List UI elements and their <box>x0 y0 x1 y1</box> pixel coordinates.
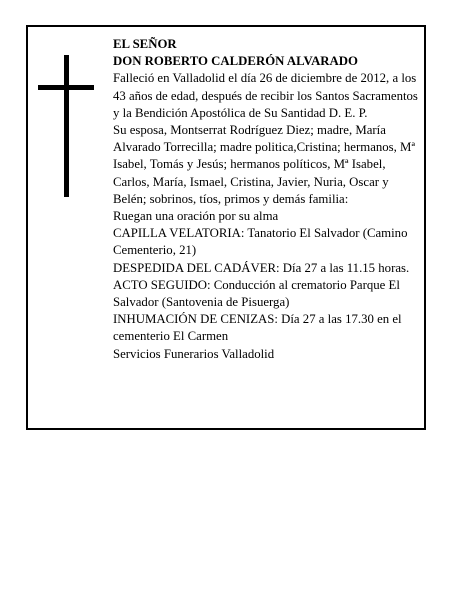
cross-vertical-bar <box>64 55 69 197</box>
obituary-title: EL SEÑOR <box>113 37 177 51</box>
prayer-request: Ruegan una oración por su alma <box>113 209 279 224</box>
deceased-name: DON ROBERTO CALDERÓN ALVARADO <box>113 54 358 69</box>
cross-horizontal-bar <box>38 85 94 90</box>
family-paragraph: Su esposa, Montserrat Rodríguez Diez; madre, María Alvarado Torrecilla; madre politica,Cristina; hermanos, Mª Isabel, Tomás y Jesús; hermanos políticos, Mª Isabel, Carlos, María, Ismael, Cristina, Javier, Nuria, Oscar y Belén; sobrinos, tíos, primos y demás familia: <box>113 123 415 206</box>
funeral-service-name: Servicios Funerarios Valladolid <box>113 346 275 361</box>
farewell-paragraph: DESPEDIDA DEL CADÁVER: Día 27 a las 11.15 horas. ACTO SEGUIDO: Conducción al crematorio Parque El Salvador (Santovenia de Pisuerga) <box>113 260 410 310</box>
chapel-paragraph: CAPILLA VELATORIA: Tanatorio El Salvador (Camino Cementerio, 21) <box>113 226 408 258</box>
death-paragraph: Falleció en Valladolid el día 26 de diciembre de 2012, a los 43 años de edad, después de recibir los Santos Sacramentos y la Bendición Apostólica de Su Santidad D. E. P. <box>113 71 418 120</box>
ashes-paragraph: INHUMACIÓN DE CENIZAS: Día 27 a las 17.30 en el cementerio El Carmen <box>113 312 402 344</box>
obituary-text-block <box>113 36 423 363</box>
